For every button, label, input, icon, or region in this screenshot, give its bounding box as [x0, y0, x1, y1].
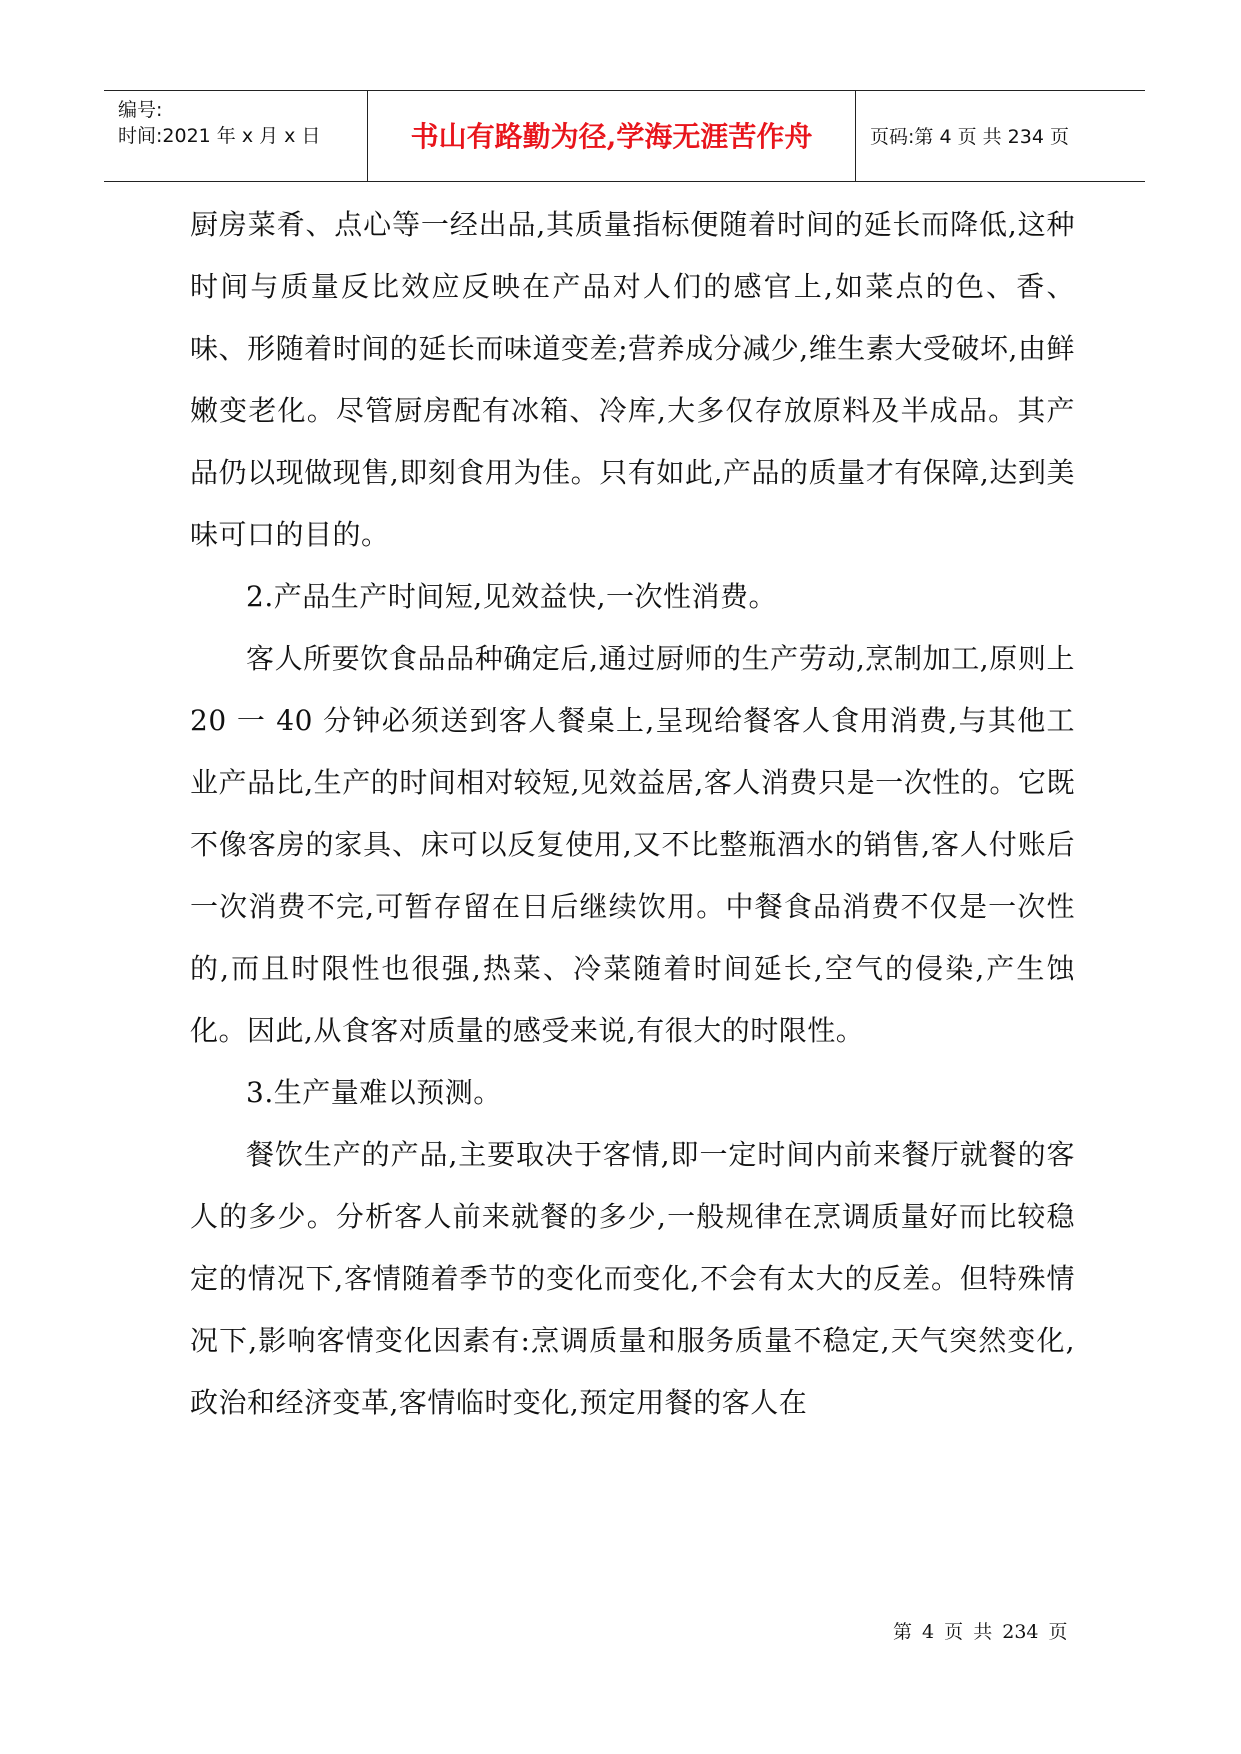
- page-header: [104, 90, 1145, 182]
- document-body: [190, 194, 1075, 1434]
- document-code-label: 编号:: [118, 99, 163, 121]
- page-footer-number: 第 4 页 共 234 页: [893, 1621, 1068, 1643]
- header-info-cell: [104, 91, 368, 181]
- header-page-label: 页码:第 4 页 共 234 页: [870, 126, 1069, 148]
- section-heading-2: 2.产品生产时间短,见效益快,一次性消费。: [246, 580, 778, 613]
- paragraph-continuation: 厨房菜肴、点心等一经出品,其质量指标便随着时间的延长而降低,这种时间与质量反比效应反映在产品对人们的感官上,如菜点的色、香、味、形随着时间的延长而味道变差;营养成分减少,维生素大受破坏,由鲜嫩变老化。尽管厨房配有冰箱、冷库,大多仅存放原料及半成品。其产品仍以现做现售,即刻食用为佳。只有如此,产品的质量才有保障,达到美味可口的目的。: [190, 208, 1075, 551]
- header-motto: 书山有路勤为径,学海无涯苦作舟: [368, 91, 856, 181]
- section-heading-3: 3.生产量难以预测。: [246, 1076, 502, 1109]
- paragraph: 餐饮生产的产品,主要取决于客情,即一定时间内前来餐厅就餐的客人的多少。分析客人前来就餐的多少,一般规律在烹调质量好而比较稳定的情况下,客情随着季节的变化而变化,不会有太大的反差。但特殊情况下,影响客情变化因素有:烹调质量和服务质量不稳定,天气突然变化,政治和经济变革,客情临时变化,预定用餐的客人在: [190, 1138, 1075, 1419]
- document-time-label: 时间:2021 年 x 月 x 日: [118, 125, 321, 147]
- paragraph: 客人所要饮食品品种确定后,通过厨师的生产劳动,烹制加工,原则上 20 一 40 分钟必须送到客人餐桌上,呈现给餐客人食用消费,与其他工业产品比,生产的时间相对较短,见效益居,客人消费只是一次性的。它既不像客房的家具、床可以反复使用,又不比整瓶酒水的销售,客人付账后一次消费不完,可暂存留在日后继续饮用。中餐食品消费不仅是一次性的,而且时限性也很强,热菜、冷菜随着时间延长,空气的侵染,产生蚀化。因此,从食客对质量的感受来说,有很大的时限性。: [190, 642, 1075, 1047]
